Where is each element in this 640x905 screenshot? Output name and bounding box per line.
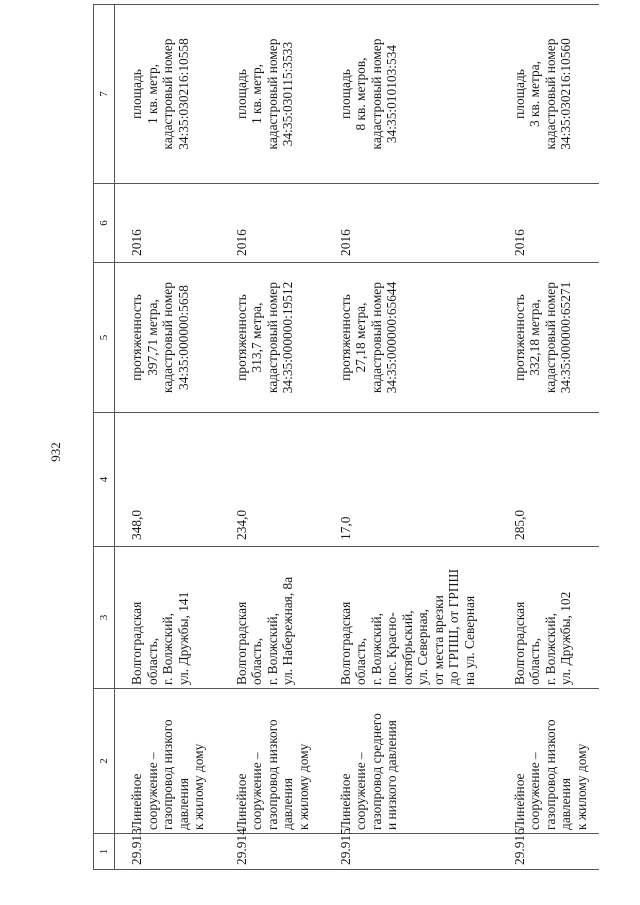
land-line: 3 кв. метра, (527, 61, 542, 127)
land-line: кадастровый номер (542, 38, 558, 150)
cell-characteristics (218, 263, 322, 413)
cell-value: 17,0 (322, 413, 496, 547)
land-line: кадастровый номер (264, 38, 280, 150)
address-line: г. Волжский, (264, 613, 280, 685)
cell-year: 2016 (496, 184, 599, 263)
name-line: к жилому дому (573, 743, 589, 830)
header-col-1: 1 (94, 834, 115, 870)
name-line: сооружение – (527, 752, 542, 830)
land-line: кадастровый номер (368, 38, 384, 150)
characteristics-line: кадастровый номер (264, 282, 280, 393)
land-line: 34:35:030216:10560 (558, 38, 573, 150)
characteristics-line: 34:35:000000:19512 (280, 281, 295, 394)
header-col-6: 6 (94, 184, 115, 263)
land-line: 1 кв. метр, (144, 63, 160, 125)
address-line: пос. Красно- (384, 612, 399, 685)
cell-value: 234,0 (218, 413, 322, 547)
characteristics-line: 332,18 метра, (527, 299, 542, 376)
address-line: на ул. Северная (461, 595, 477, 685)
address-line: Волгоградская (337, 601, 353, 685)
characteristics-line: протяженность (129, 294, 144, 381)
header-row (94, 5, 115, 870)
address-line: Волгоградская (129, 601, 144, 685)
cell-land (496, 5, 599, 184)
name-line: Линейное (511, 773, 527, 830)
cell-number: 29.915 (322, 834, 496, 870)
characteristics-line: 27,18 метра, (353, 302, 368, 373)
name-line: газопровод низкого (160, 719, 175, 830)
cell-name (115, 689, 218, 834)
name-line: Линейное (337, 773, 353, 830)
address-line: область, (249, 637, 264, 685)
name-line: к жилому дому (295, 743, 311, 830)
characteristics-line: протяженность (337, 294, 353, 381)
cell-name (496, 689, 599, 834)
land-line: кадастровый номер (160, 38, 175, 150)
characteristics-line: 34:35:000000:5658 (175, 285, 191, 390)
land-line: площадь (511, 69, 527, 119)
address-line: г. Волжский, (160, 613, 175, 685)
characteristics-line: кадастровый номер (368, 282, 384, 393)
cell-number: 29.913 (115, 834, 218, 870)
cell-characteristics (496, 263, 599, 413)
name-line: давления (175, 777, 191, 830)
land-line: 34:35:030216:10558 (175, 38, 191, 150)
address-line: ул. Набережная, 8а (280, 576, 295, 685)
cell-name (322, 689, 496, 834)
land-line: 34:35:010103:534 (384, 44, 399, 144)
header-col-7: 7 (94, 5, 115, 184)
address-line: Волгоградская (233, 601, 249, 685)
name-line: сооружение – (353, 752, 368, 830)
characteristics-line: 34:35:000000:65271 (558, 281, 573, 394)
land-line: площадь (233, 69, 249, 119)
land-line: 34:35:030115:3533 (280, 41, 295, 147)
cell-year: 2016 (218, 184, 322, 263)
characteristics-line: 34:35:000000:65644 (384, 281, 399, 394)
name-line: сооружение – (249, 752, 264, 830)
table-row (496, 5, 599, 870)
table-row (218, 5, 322, 870)
name-line: и низкого давления (384, 720, 399, 830)
header-col-5: 5 (94, 263, 115, 413)
cell-number: 29.916 (496, 834, 599, 870)
address-line: Волгоградская (511, 601, 527, 685)
cell-address (218, 547, 322, 689)
name-line: давления (280, 777, 295, 830)
land-line: 8 кв. метров, (353, 57, 368, 131)
cell-land (115, 5, 218, 184)
name-line: сооружение – (144, 752, 160, 830)
address-line: ул. Дружбы, 141 (175, 591, 191, 685)
characteristics-line: кадастровый номер (160, 282, 175, 393)
registry-table (93, 4, 599, 870)
rotated-table-container (93, 5, 598, 870)
cell-value: 348,0 (115, 413, 218, 547)
cell-address (322, 547, 496, 689)
address-line: до ГРПШ, от ГРПШ (446, 568, 461, 685)
name-line: давления (558, 777, 573, 830)
address-line: ул. Дружбы, 102 (558, 591, 573, 685)
characteristics-line: 397,71 метра, (144, 299, 160, 376)
page-number: 932 (48, 442, 63, 462)
cell-address (115, 547, 218, 689)
header-col-4: 4 (94, 413, 115, 547)
address-line: область, (353, 637, 368, 685)
name-line: Линейное (129, 773, 144, 830)
cell-year: 2016 (115, 184, 218, 263)
address-line: ул. Северная, (415, 608, 430, 685)
address-line: г. Волжский, (368, 613, 384, 685)
cell-name (218, 689, 322, 834)
land-line: 1 кв. метр, (249, 63, 264, 125)
name-line: Линейное (233, 773, 249, 830)
table-row (322, 5, 496, 870)
header-col-3: 3 (94, 547, 115, 689)
address-line: октябрьский, (399, 610, 415, 685)
characteristics-line: протяженность (511, 294, 527, 381)
table-row (115, 5, 218, 870)
address-line: г. Волжский, (542, 613, 558, 685)
address-line: область, (527, 637, 542, 685)
address-line: область, (144, 637, 160, 685)
address-line: от места врезки (430, 595, 446, 685)
cell-land (218, 5, 322, 184)
name-line: к жилому дому (191, 743, 206, 830)
cell-value: 285,0 (496, 413, 599, 547)
land-line: площадь (129, 69, 144, 119)
cell-number: 29.914 (218, 834, 322, 870)
characteristics-line: протяженность (233, 294, 249, 381)
cell-characteristics (115, 263, 218, 413)
characteristics-line: 313,7 метра, (249, 302, 264, 373)
name-line: газопровод низкого (264, 719, 280, 830)
cell-year: 2016 (322, 184, 496, 263)
header-col-2: 2 (94, 689, 115, 834)
characteristics-line: кадастровый номер (542, 282, 558, 393)
cell-address (496, 547, 599, 689)
land-line: площадь (337, 69, 353, 119)
name-line: газопровод низкого (542, 719, 558, 830)
cell-land (322, 5, 496, 184)
cell-characteristics (322, 263, 496, 413)
name-line: газопровод среднего (368, 713, 384, 830)
